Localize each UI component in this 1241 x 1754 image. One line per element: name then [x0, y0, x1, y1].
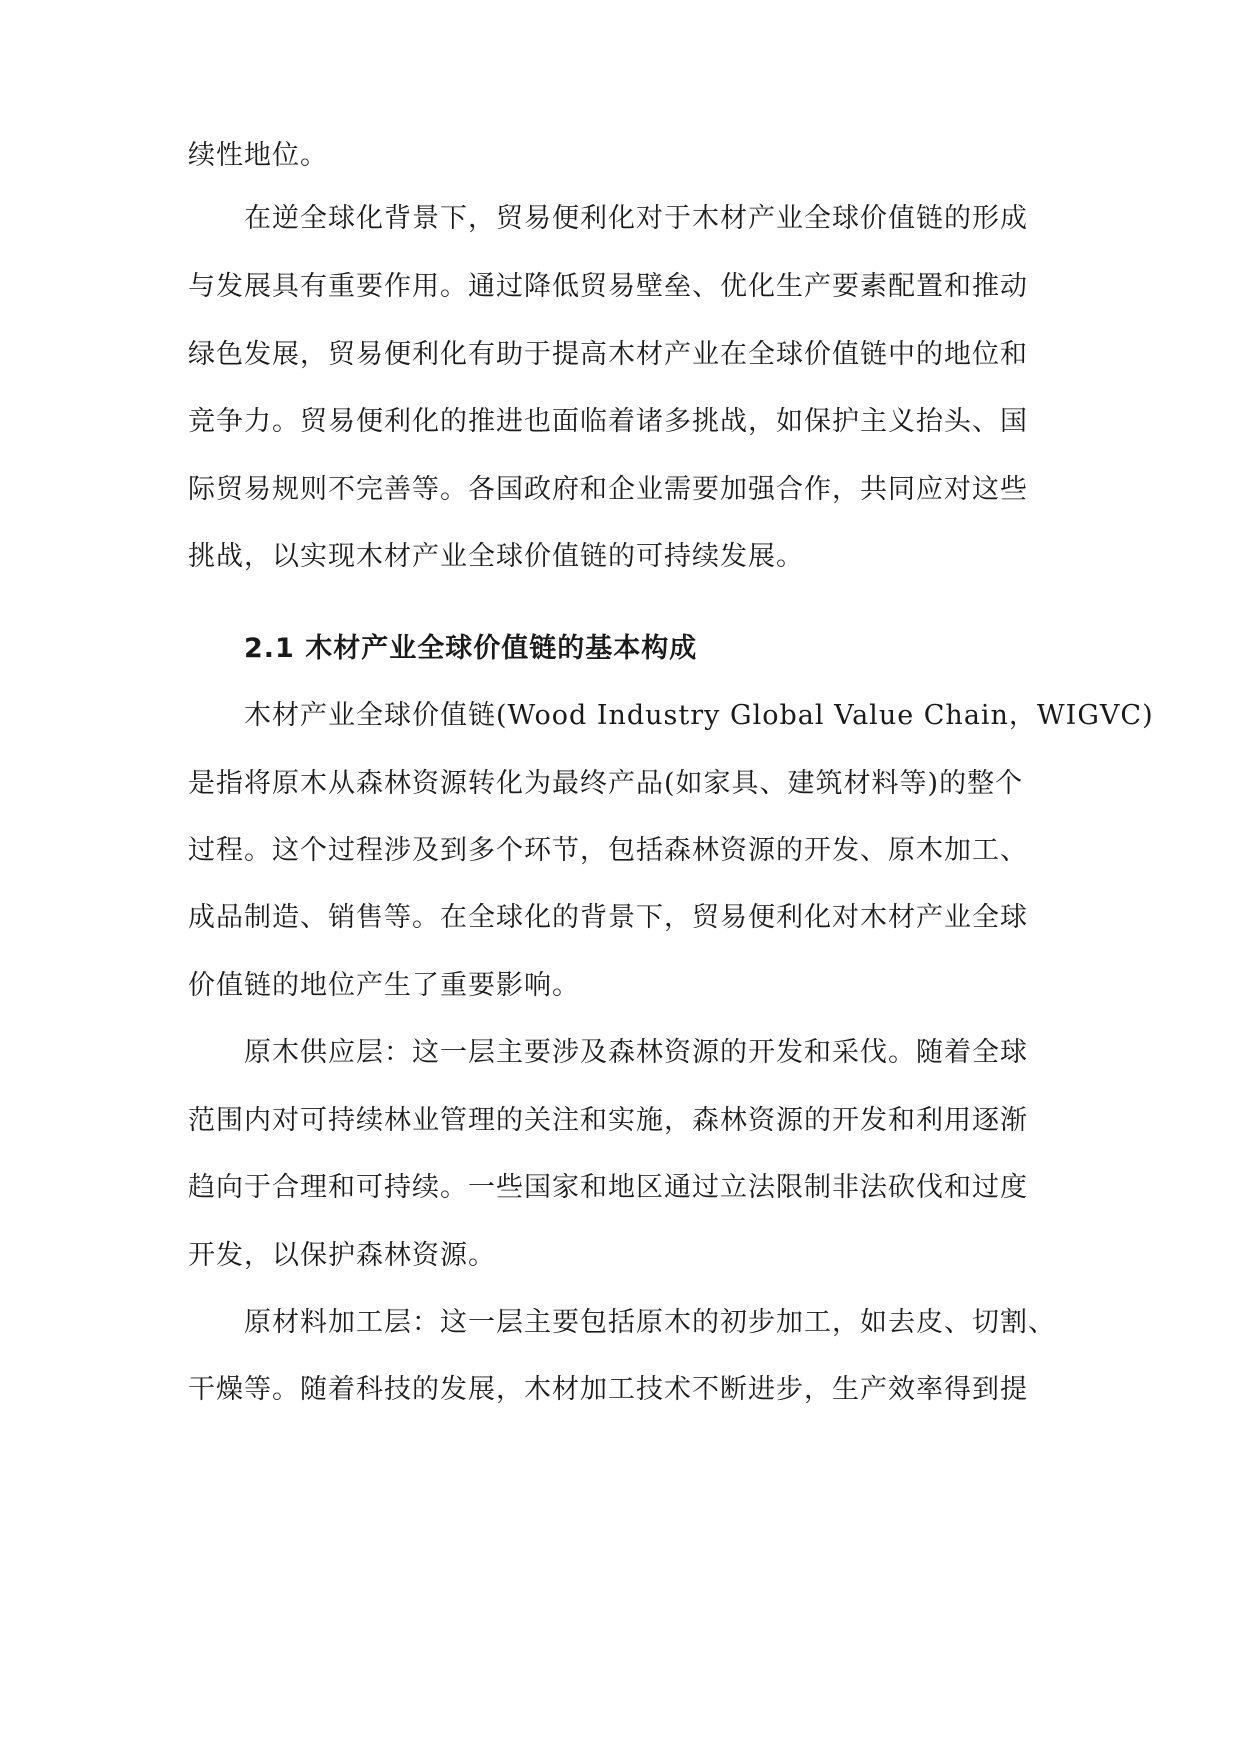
paragraph-first-line: 原木供应层：这一层主要涉及森林资源的开发和采伐。随着全球 — [244, 1037, 1028, 1068]
text-line: 开发，以保护森林资源。 — [188, 1240, 496, 1271]
paragraph-first-line: 木材产业全球价值链(Wood Industry Global Value Chain，WIGVC) — [244, 700, 1154, 731]
text-line: 竞争力。贸易便利化的推进也面临着诸多挑战，如保护主义抬头、国 — [188, 406, 1028, 437]
text-line: 挑战，以实现木材产业全球价值链的可持续发展。 — [188, 541, 804, 572]
text-line: 是指将原木从森林资源转化为最终产品(如家具、建筑材料等)的整个 — [188, 768, 1024, 799]
paragraph-first-line: 原材料加工层：这一层主要包括原木的初步加工，如去皮、切割、 — [244, 1307, 1056, 1338]
text-line: 际贸易规则不完善等。各国政府和企业需要加强合作，共同应对这些 — [188, 474, 1028, 505]
text-line: 范围内对可持续林业管理的关注和实施，森林资源的开发和利用逐渐 — [188, 1105, 1028, 1136]
text-line: 绿色发展，贸易便利化有助于提高木材产业在全球价值链中的地位和 — [188, 339, 1028, 370]
text-line: 与发展具有重要作用。通过降低贸易壁垒、优化生产要素配置和推动 — [188, 271, 1028, 302]
text-line: 干燥等。随着科技的发展，木材加工技术不断进步，生产效率得到提 — [188, 1374, 1028, 1405]
section-heading: 2.1 木材产业全球价值链的基本构成 — [244, 633, 698, 664]
text-line: 趋向于合理和可持续。一些国家和地区通过立法限制非法砍伐和过度 — [188, 1172, 1028, 1203]
paragraph-first-line: 在逆全球化背景下，贸易便利化对于木材产业全球价值链的形成 — [244, 203, 1028, 234]
text-line: 过程。这个过程涉及到多个环节，包括森林资源的开发、原木加工、 — [188, 835, 1028, 866]
text-line: 成品制造、销售等。在全球化的背景下，贸易便利化对木材产业全球 — [188, 902, 1028, 933]
text-line: 价值链的地位产生了重要影响。 — [188, 970, 580, 1001]
text-line: 续性地位。 — [188, 140, 328, 171]
